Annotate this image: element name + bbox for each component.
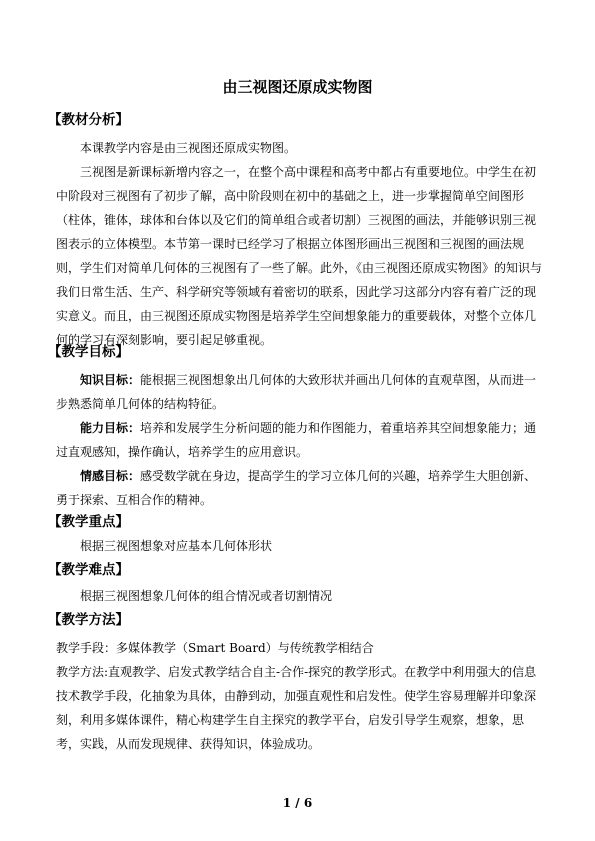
- heading-teaching-objectives: 【教学目标】: [48, 344, 129, 360]
- methods-description: 教学方法:直观教学、启发式教学结合自主-合作-探究的教学形式。在教学中利用强大的信息技术教学手段，化抽象为具体，由静到动，加强直观性和启发性。使学生容易理解并印象深刻，利用多媒体课件，精心构建学生自主探究的教学平台，启发引导学生观察，想象，思考，实践，从而发现规律、获得知识，体验成功。: [56, 665, 537, 751]
- objective-knowledge: [56, 368, 546, 416]
- heading-difficulties: 【教学难点】: [48, 562, 129, 578]
- heading-textbook-analysis: 【教材分析】: [48, 112, 129, 128]
- objective-ability-label: 能力目标：: [80, 421, 141, 435]
- methods-means: 教学手段：多媒体教学（Smart Board）与传统教学相结合: [56, 641, 374, 655]
- objective-ability-text: 培养和发展学生分析问题的能力和作图能力，着重培养其空间想象能力；通过直观感知，操作确认，培养学生的应用意识。: [56, 421, 537, 459]
- analysis-paragraph-1: 本课教学内容是由三视图还原成实物图。: [80, 141, 297, 155]
- objective-ability: [56, 416, 546, 464]
- objective-knowledge-label: 知识目标：: [80, 373, 141, 387]
- page-number: 1 / 6: [282, 796, 313, 810]
- document-title: 由三视图还原成实物图: [222, 78, 373, 96]
- heading-key-points: 【教学重点】: [48, 514, 129, 530]
- objective-emotion-text: 感受数学就在身边，提高学生的学习立体几何的兴趣，培养学生大胆创新、勇于探索、互相合作的精神。: [56, 469, 537, 507]
- objective-emotion: [56, 464, 546, 512]
- heading-teaching-methods: 【教学方法】: [48, 612, 129, 628]
- difficulties-text: 根据三视图想象几何体的组合情况或者切割情况: [80, 589, 333, 603]
- objective-emotion-label: 情感目标：: [80, 469, 141, 483]
- analysis-paragraph-2: 三视图是新课标新增内容之一，在整个高中课程和高考中都占有重要地位。中学生在初中阶段对三视图有了初步了解，高中阶段则在初中的基础之上，进一步掌握简单空间图形（柱体，锥体，球体和台体以及它们的简单组合或者切割）三视图的画法，并能够识别三视图表示的立体模型。本节第一课时已经学习了根据立体图形画出三视图和三视图的画法规则，学生们对简单几何体的三视图有了一些了解。此外，《由三视图还原成实物图》的知识与我们日常生活、生产、科学研究等领域有着密切的联系，因此学习这部分内容有着广泛的现实意义。而且，由三视图还原成实物图是培养学生空间想象能力的重要载体，对整个立体几何的学习有深刻影响，要引起足够重视。: [56, 165, 543, 347]
- objective-knowledge-text: 能根据三视图想象出几何体的大致形状并画出几何体的直观草图，从而进一步熟悉简单几何体的结构特征。: [56, 373, 537, 411]
- key-points-text: 根据三视图想象对应基本几何体形状: [80, 539, 273, 553]
